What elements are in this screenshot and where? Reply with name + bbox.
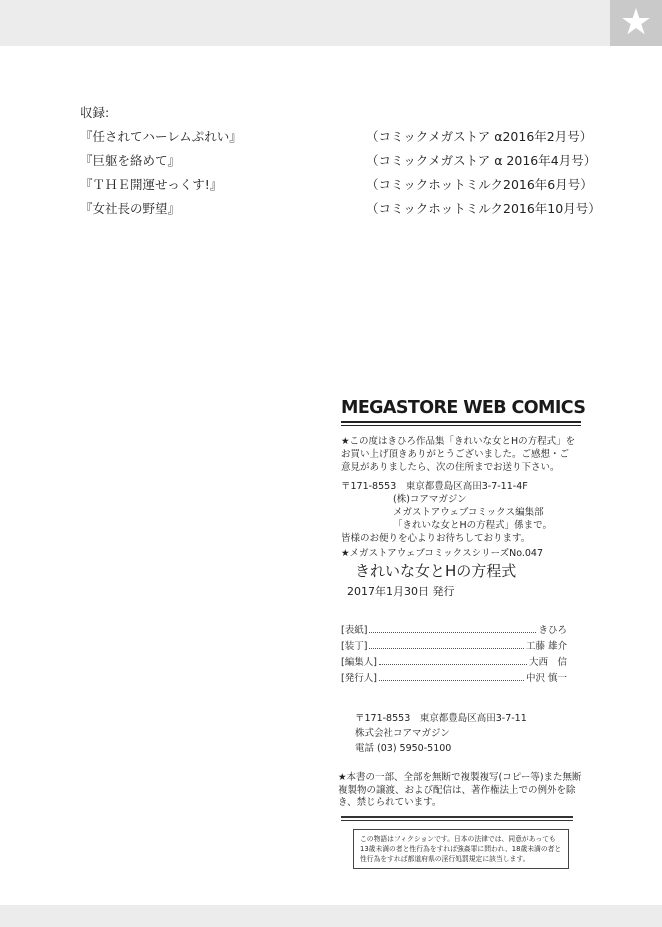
story-title: 『女社長の野望』 [80,201,181,216]
closing-text: 皆様のお便りを心よりお待ちしております。 [341,533,531,544]
credits-list [341,622,567,686]
top-bar [0,0,662,46]
copyright-notice: ★本書の一部、全部を無断で複製複写(コピー等)また無断複製物の譲渡、および配信は、著作権法上での例外を除き、禁じられています。 [338,772,582,808]
credit-name: 工藤 雄介 [525,641,567,652]
contents-item [80,125,601,149]
bookmark-star-button[interactable] [610,0,662,46]
divider [341,816,573,821]
dot-leader [369,648,524,649]
story-source: （コミックメガストア α 2016年4月号） [366,153,597,168]
story-source: （コミックホットミルク2016年10月号） [366,201,601,216]
publisher-line: 電話 (03) 5950-5100 [355,743,452,754]
divider [341,421,581,423]
series-number: ★メガストアウェブコミックスシリーズNo.047 [341,548,544,559]
contents-heading: 収録: [80,105,110,120]
publish-date: 2017年1月30日 発行 [347,585,455,598]
credit-name: 大西 信 [528,657,567,668]
dot-leader [379,664,527,665]
divider [341,425,581,426]
reader-message: ★この度はきひろ作品集「きれいな女とHの方程式」をお買い上げ頂きありがとうございました。ご感想・ご意見がありましたら、次の住所までお送り下さい。 [341,436,576,473]
colophon [338,398,586,869]
publisher-info [341,711,581,756]
credit-row [341,670,567,686]
credit-row [341,622,567,638]
credit-row [341,638,567,654]
contents-item [80,197,601,221]
story-title: 『任されてハーレムぷれい』 [80,129,242,144]
story-title: 『ＴＨＥ開運せっくす!』 [80,177,223,192]
dot-leader [379,680,524,681]
contents-item [80,173,601,197]
bottom-bar [0,905,662,927]
story-source: （コミックメガストア α2016年2月号） [366,129,593,144]
book-title: きれいな女とHの方程式 [355,562,517,580]
credit-role: [編集人] [341,657,377,668]
star-icon: ★ [619,2,653,43]
brand-logo: MEGASTORE WEB COMICS [341,398,586,418]
credit-name: 中沢 慎一 [525,673,567,684]
credit-name: きひろ [538,625,567,636]
contents-list [80,101,601,221]
publisher-line: 株式会社コアマガジン [355,728,450,739]
mailing-address [341,480,581,532]
dot-leader [369,632,536,633]
address-line: メガストアウェブコミックス編集部 [393,507,544,518]
credit-row [341,654,567,670]
address-line: 「きれいな女とHの方程式」係まで。 [393,520,552,531]
fiction-notice-box: この物語はフィクションです。日本の法律では、同意があっても13歳未満の者と性行為をすれば強姦罪に問われ、18歳未満の者と性行為をすれば都道府県の淫行処罰規定に該当します。 [353,829,569,869]
story-source: （コミックホットミルク2016年6月号） [366,177,593,192]
publisher-line: 〒171-8553 東京都豊島区高田3-7-11 [355,713,527,724]
credit-role: [装丁] [341,641,368,652]
credit-role: [表紙] [341,625,368,636]
address-line: 〒171-8553 東京都豊島区高田3-7-11-4F [341,481,528,492]
contents-item [80,149,601,173]
story-title: 『巨躯を絡めて』 [80,153,181,168]
credit-role: [発行人] [341,673,377,684]
address-line: (株)コアマガジン [393,494,467,505]
